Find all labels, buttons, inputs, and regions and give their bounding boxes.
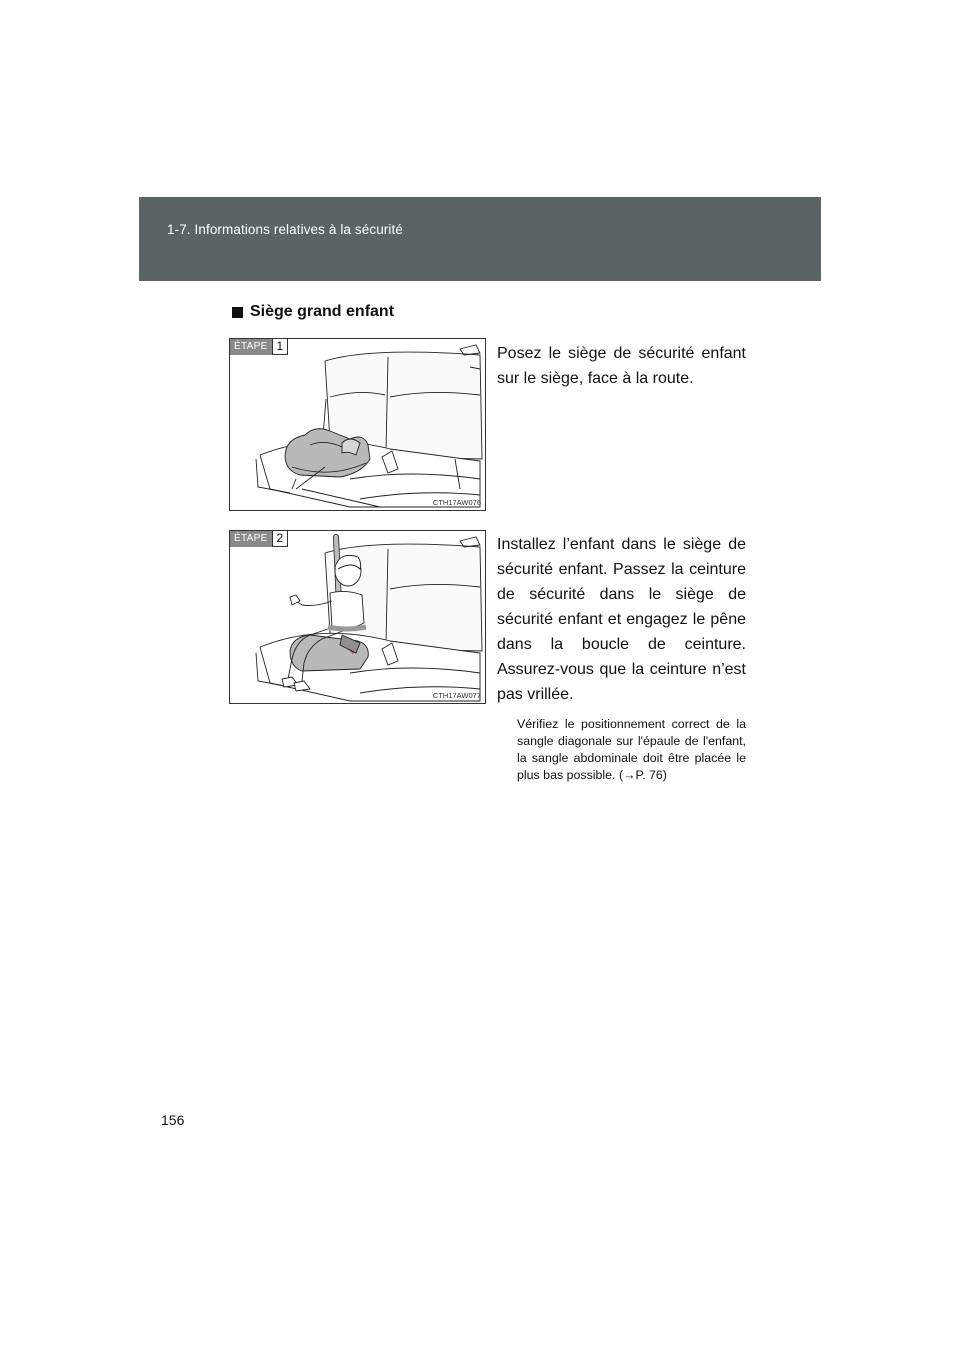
- note-text: Vérifiez le positionnement correct de la sangle diagonale sur l'épaule de l'enfant, la sangle abdominale doit être placée le plus bas possible. (→P. 76): [517, 717, 746, 782]
- chapter-header: [139, 197, 821, 281]
- step-2-badge: [230, 531, 288, 547]
- page-number: 156: [161, 1112, 185, 1128]
- step-1-badge-word: ÉTAPE: [230, 339, 272, 355]
- step-2-figure: [229, 530, 486, 704]
- step-1-text: Posez le siège de sécurité enfant sur le siège, face à la route.: [497, 345, 746, 387]
- section-heading: [232, 303, 394, 321]
- step-1-badge-number: 1: [272, 339, 289, 355]
- step-1-figure-code: CTH17AW076: [432, 498, 481, 507]
- child-in-booster-illustration: [230, 531, 485, 703]
- step-2-figure-code: CTH17AW077: [432, 691, 481, 700]
- booster-seat-illustration: [230, 339, 485, 510]
- square-bullet-icon: [232, 307, 243, 318]
- step-2-badge-number: 2: [272, 531, 289, 547]
- step-1-figure: [229, 338, 486, 511]
- chapter-title: 1-7. Informations relatives à la sécurité: [167, 222, 403, 237]
- step-2-badge-word: ÉTAPE: [230, 531, 272, 547]
- step-1-badge: [230, 339, 288, 355]
- section-heading-text: Siège grand enfant: [250, 303, 395, 320]
- step-2-text: Installez l’enfant dans le siège de sécurité enfant. Passez la ceinture de sécurité dans le siège de sécurité enfant et engagez le pêne dans la boucle de ceinture. Assurez-vous que la ceinture n’est pas vrillée.: [497, 536, 746, 703]
